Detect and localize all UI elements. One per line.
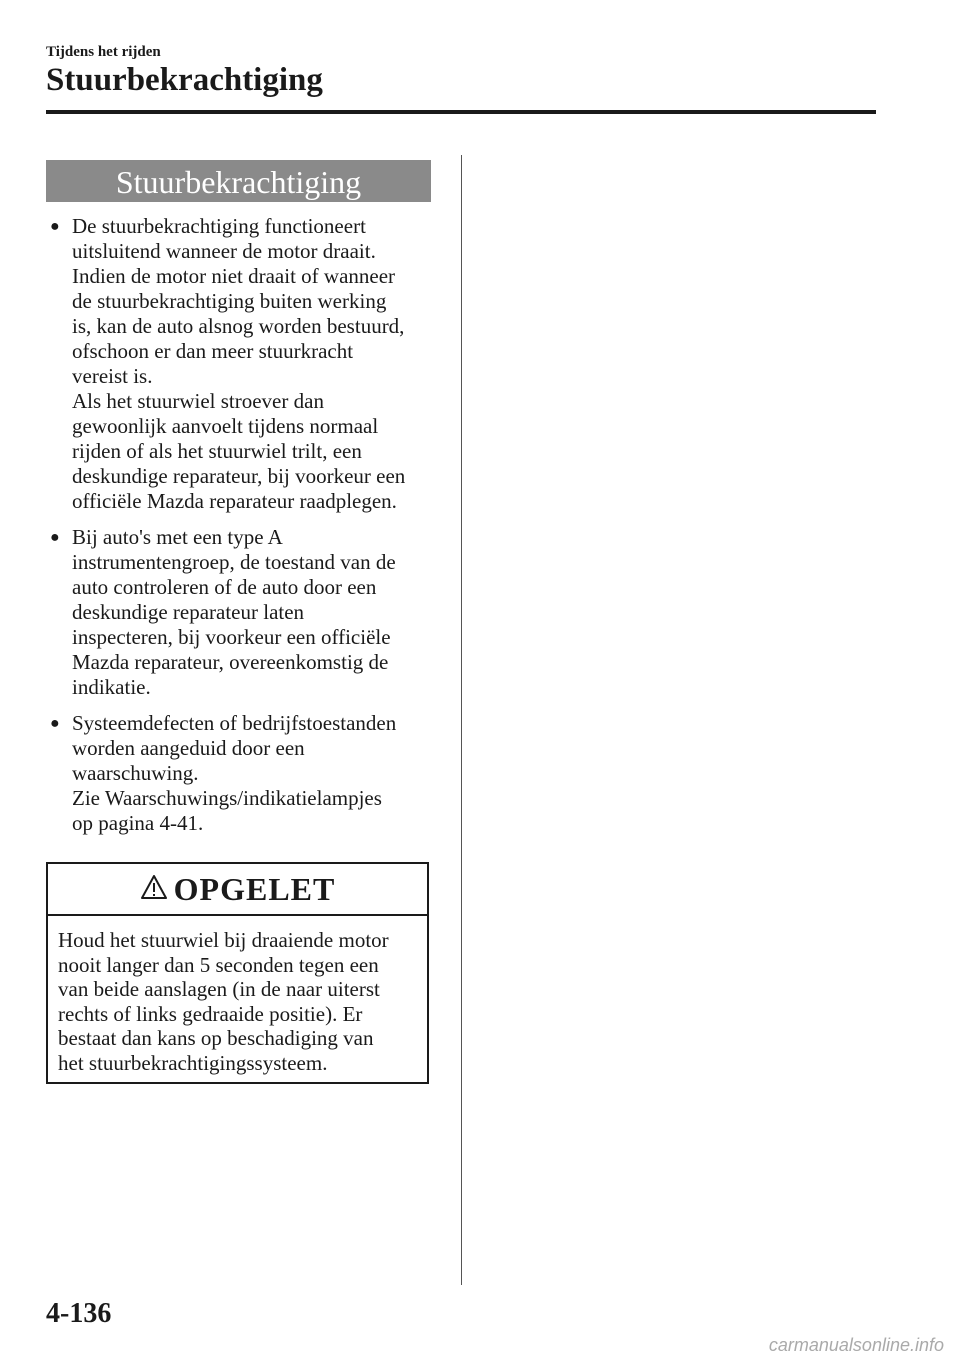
bullet-line: is, kan de auto alsnog worden bestuurd, (72, 314, 405, 338)
bullet-line: Als het stuurwiel stroever dan (72, 389, 324, 413)
bullet-line: De stuurbekrachtiging functioneert (72, 214, 366, 238)
bullet-list (46, 214, 438, 847)
page-title: Stuurbekrachtiging (46, 62, 323, 98)
caution-line: nooit langer dan 5 seconden tegen een (58, 952, 379, 977)
bullet-line: officiële Mazda reparateur raadplegen. (72, 489, 397, 513)
column-divider (461, 155, 462, 1285)
bullet-line: Systeemdefecten of bedrijfstoestanden (72, 711, 397, 735)
watermark: carmanualsonline.info (768, 1335, 944, 1355)
bullet-line: instrumentengroep, de toestand van de (72, 550, 396, 574)
bullet-line: Mazda reparateur, overeenkomstig de (72, 650, 389, 674)
bullet-line: inspecteren, bij voorkeur een officiële (72, 625, 391, 649)
bullet-line: Indien de motor niet draait of wanneer (72, 264, 396, 288)
section-banner: Stuurbekrachtiging (46, 160, 431, 202)
bullet-line: uitsluitend wanneer de motor draait. (72, 239, 376, 263)
bullet-line: vereist is. (72, 364, 153, 388)
warning-triangle-icon (140, 874, 168, 900)
caution-title: OPGELET (173, 870, 336, 907)
bullet-item (46, 525, 438, 700)
bullet-dot-icon: ● (50, 218, 60, 235)
bullet-line: gewoonlijk aanvoelt tijdens normaal (72, 414, 379, 438)
bullet-dot-icon: ● (50, 715, 60, 732)
page-number: 4-136 (46, 1298, 112, 1329)
bullet-line: Zie Waarschuwings/indikatielampjes (72, 786, 382, 810)
bullet-line: rijden of als het stuurwiel trilt, een (72, 439, 362, 463)
bullet-line: ofschoon er dan meer stuurkracht (72, 339, 354, 363)
bullet-line: op pagina 4-41. (72, 811, 204, 835)
caution-line: Houd het stuurwiel bij draaiende motor (58, 928, 389, 952)
bullet-line: Bij auto's met een type A (72, 525, 283, 549)
header-divider (46, 110, 876, 114)
caution-body (48, 916, 427, 1075)
caution-line: bestaat dan kans op beschadiging van (58, 1026, 374, 1050)
caution-line: van beide aanslagen (in de naar uiterst (58, 977, 380, 1001)
bullet-line: deskundige reparateur laten (72, 600, 305, 624)
bullet-line: deskundige reparateur, bij voorkeur een (72, 464, 406, 488)
bullet-item (46, 711, 438, 836)
caution-line: rechts of links gedraaide positie). Er (58, 1001, 363, 1026)
bullet-line: auto controleren of de auto door een (72, 575, 377, 599)
bullet-item (46, 214, 438, 514)
bullet-line: indikatie. (72, 675, 151, 699)
bullet-line: de stuurbekrachtiging buiten werking (72, 289, 387, 313)
bullet-line: waarschuwing. (72, 761, 199, 785)
bullet-line: worden aangeduid door een (72, 736, 305, 760)
breadcrumb: Tijdens het rijden (46, 44, 161, 60)
bullet-dot-icon: ● (50, 529, 60, 546)
caution-line: het stuurbekrachtigingssysteem. (58, 1050, 328, 1075)
caution-header (48, 864, 427, 916)
caution-box (46, 862, 429, 1084)
